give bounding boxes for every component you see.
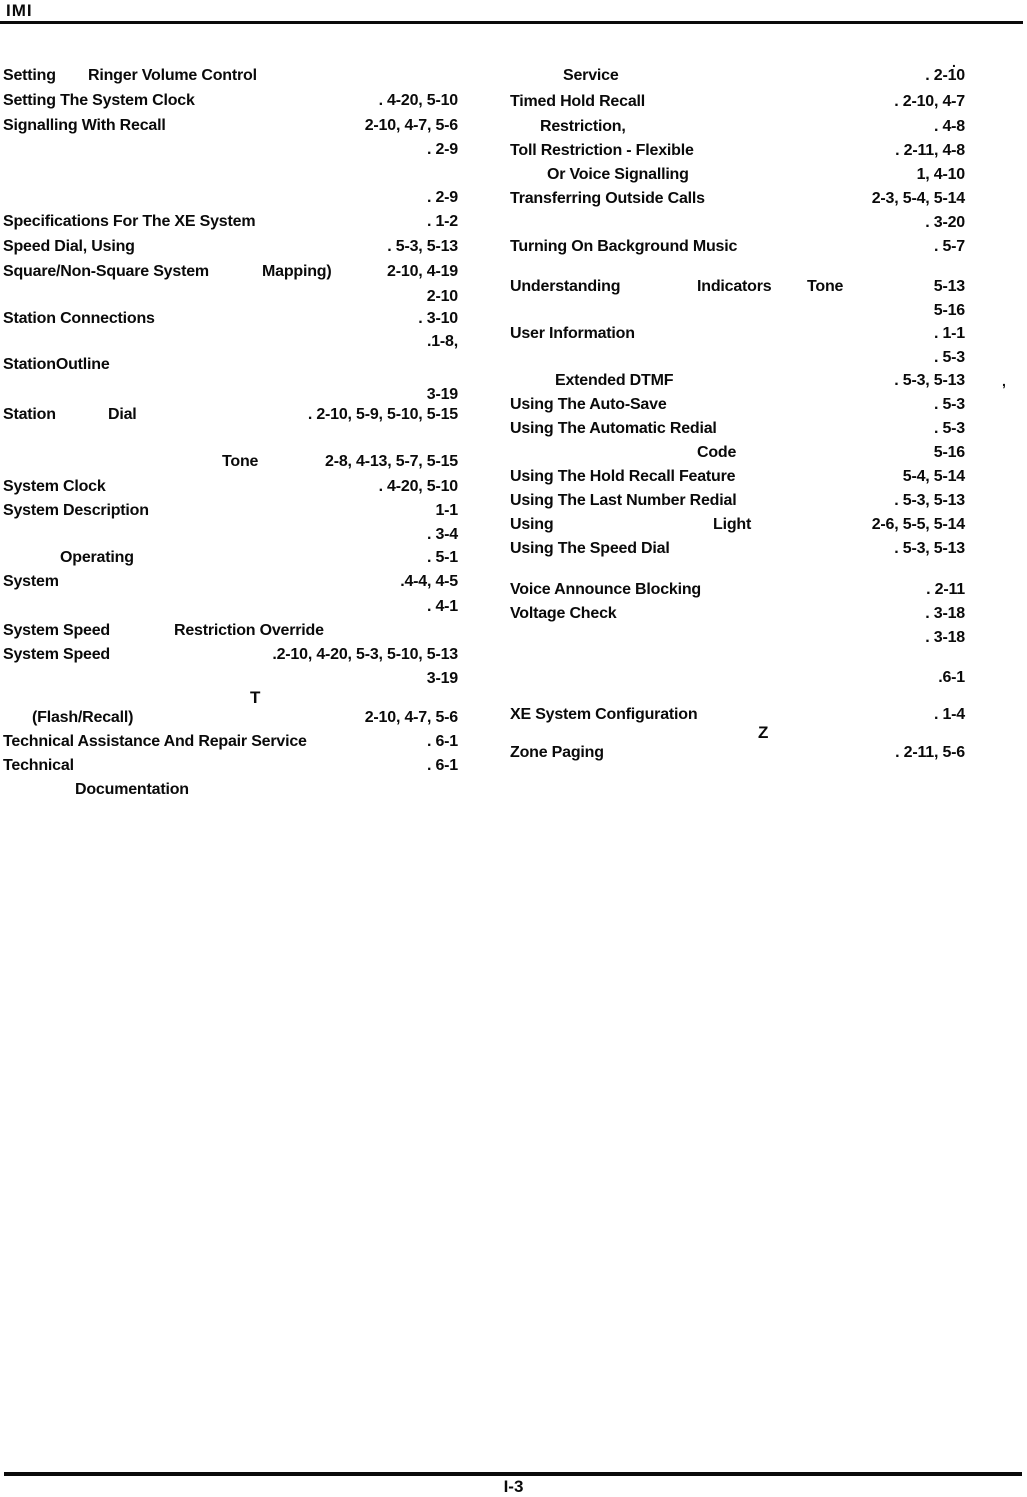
index-entry	[0, 501, 458, 520]
entry-page-numbers: .1-8,	[426, 333, 458, 350]
entry-page-numbers: . 2-10	[925, 67, 965, 84]
entry-page-numbers: 3-19	[426, 386, 458, 403]
index-entry	[0, 621, 458, 640]
entry-label: System Speed	[3, 646, 110, 663]
entry-label: Tone	[222, 453, 259, 470]
entry-page-numbers: 5-4, 5-14	[902, 468, 965, 485]
index-entry	[510, 277, 965, 296]
index-entry	[510, 66, 965, 85]
index-column-right	[510, 0, 965, 820]
entry-page-numbers: 2-10, 4-7, 5-6	[364, 117, 458, 134]
index-entry	[0, 645, 458, 664]
entry-label: Voice Announce Blocking	[510, 581, 701, 598]
entry-page-numbers: 5-16	[933, 302, 965, 319]
entry-page-numbers: . 5-3	[933, 420, 965, 437]
index-entry	[510, 371, 965, 390]
entry-page-numbers: . 4-1	[426, 598, 458, 615]
entry-page-numbers: . 1-4	[933, 706, 965, 723]
entry-page-numbers: . 3-10	[418, 310, 458, 327]
section-letter	[0, 688, 458, 707]
entry-label: XE System Configuration	[510, 706, 698, 723]
entry-page-numbers: . 2-9	[426, 141, 458, 158]
index-entry	[0, 309, 458, 328]
entry-label: Light	[713, 516, 752, 533]
entry-page-numbers: . 3-20	[925, 214, 965, 231]
entry-label: Documentation	[75, 781, 189, 798]
entry-page-numbers: 5-16	[933, 444, 965, 461]
index-entry	[510, 419, 965, 438]
entry-label: Turning On Background Music	[510, 238, 738, 255]
index-entry	[0, 525, 458, 544]
entry-page-numbers: . 6-1	[426, 733, 458, 750]
entry-page-numbers: . 2-9	[426, 189, 458, 206]
entry-page-numbers: . 4-20, 5-10	[378, 478, 458, 495]
entry-page-numbers: 1-1	[435, 502, 458, 519]
index-entry	[510, 604, 965, 623]
entry-page-numbers: .4-4, 4-5	[400, 573, 458, 590]
entry-page-numbers: . 3-18	[925, 629, 965, 646]
header-brand: IMI	[6, 1, 33, 20]
entry-label: Technical	[3, 757, 74, 774]
index-entry	[510, 628, 965, 647]
entry-label: Using The Automatic Redial	[510, 420, 717, 437]
index-entry	[510, 165, 965, 184]
entry-label: Transferring Outside Calls	[510, 190, 705, 207]
entry-page-numbers: . 1-2	[426, 213, 458, 230]
index-entry	[0, 452, 458, 471]
index-entry	[510, 213, 965, 232]
index-entry	[0, 140, 458, 159]
entry-page-numbers: . 2-10, 5-9, 5-10, 5-15	[307, 406, 458, 423]
entry-label: Restriction,	[540, 118, 626, 135]
entry-page-numbers: . 5-3	[933, 396, 965, 413]
entry-label: Voltage Check	[510, 605, 617, 622]
entry-label: Indicators	[697, 278, 772, 295]
entry-page-numbers: 5-13	[933, 278, 965, 295]
entry-label: User Information	[510, 325, 635, 342]
index-entry	[510, 743, 965, 762]
entry-page-numbers: . 1-1	[933, 325, 965, 342]
entry-page-numbers: . 4-20, 5-10	[378, 92, 458, 109]
index-entry	[510, 580, 965, 599]
entry-page-numbers: 1, 4-10	[916, 166, 965, 183]
footer-rule	[4, 1472, 1022, 1476]
entry-label: Code	[697, 444, 737, 461]
entry-page-numbers: 2-8, 4-13, 5-7, 5-15	[325, 453, 458, 470]
index-entry	[510, 141, 965, 160]
entry-page-numbers: 2-10, 4-19	[387, 263, 458, 280]
section-letter	[510, 723, 965, 742]
index-entry	[0, 477, 458, 496]
entry-page-numbers: . 2-11, 5-6	[895, 744, 965, 761]
entry-label: Mapping)	[262, 263, 332, 280]
index-entry	[0, 597, 458, 616]
index-entry	[510, 668, 965, 687]
entry-page-numbers: . 3-18	[925, 605, 965, 622]
entry-page-numbers: .2-10, 4-20, 5-3, 5-10, 5-13	[272, 646, 458, 663]
index-entry	[0, 212, 458, 231]
entry-label: Using	[510, 516, 554, 533]
index-entry	[510, 491, 965, 510]
entry-label: Or Voice Signalling	[547, 166, 689, 183]
index-entry	[0, 237, 458, 256]
index-entry	[0, 669, 458, 688]
entry-page-numbers: . 5-3	[933, 349, 965, 366]
entry-label: System Speed	[3, 622, 110, 639]
entry-label: Understanding	[510, 278, 621, 295]
entry-page-numbers: . 5-3, 5-13	[387, 238, 458, 255]
entry-label: Using The Last Number Redial	[510, 492, 737, 509]
entry-page-numbers: . 5-3, 5-13	[894, 492, 965, 509]
entry-label: Station	[3, 406, 56, 423]
index-entry	[0, 332, 458, 351]
entry-page-numbers: . 4-8	[933, 118, 965, 135]
entry-page-numbers: . 3-4	[426, 526, 458, 543]
entry-page-numbers: 2-10, 4-7, 5-6	[364, 709, 458, 726]
entry-label: Extended DTMF	[555, 372, 674, 389]
index-entry	[510, 301, 965, 320]
index-entry	[0, 91, 458, 110]
entry-label: (Flash/Recall)	[32, 709, 134, 726]
index-entry	[0, 572, 458, 591]
index-entry	[0, 756, 458, 775]
entry-page-numbers: 2-3, 5-4, 5-14	[871, 190, 965, 207]
index-entry	[510, 189, 965, 208]
entry-label: Restriction Override	[174, 622, 324, 639]
entry-page-numbers: 2-10	[426, 288, 458, 305]
entry-label: Setting	[3, 67, 56, 84]
entry-label: System	[3, 573, 59, 590]
index-entry	[510, 539, 965, 558]
index-entry	[0, 355, 458, 374]
index-entry	[510, 117, 965, 136]
entry-label: Station Connections	[3, 310, 155, 327]
index-entry	[0, 116, 458, 135]
entry-label: Timed Hold Recall	[510, 93, 646, 110]
index-entry	[0, 780, 458, 799]
entry-page-numbers: .6-1	[938, 669, 965, 686]
entry-label: StationOutline	[3, 356, 110, 373]
index-entry	[0, 405, 458, 424]
index-entry	[0, 385, 458, 404]
entry-label: Setting The System Clock	[3, 92, 195, 109]
index-entry	[0, 732, 458, 751]
entry-page-numbers: 3-19	[426, 670, 458, 687]
index-entry	[510, 705, 965, 724]
entry-label: System Description	[3, 502, 149, 519]
entry-label: Ringer Volume Control	[88, 67, 257, 84]
index-entry	[510, 515, 965, 534]
entry-label: Service	[563, 67, 619, 84]
entry-page-numbers: 2-6, 5-5, 5-14	[871, 516, 965, 533]
scan-artifact: .	[952, 54, 956, 70]
entry-page-numbers: . 6-1	[426, 757, 458, 774]
entry-page-numbers: . 5-3, 5-13	[894, 372, 965, 389]
index-entry	[510, 92, 965, 111]
index-column-left	[0, 0, 458, 820]
entry-page-numbers: . 2-10, 4-7	[894, 93, 965, 110]
index-entry	[0, 66, 458, 85]
index-entry	[510, 237, 965, 256]
entry-label: System Clock	[3, 478, 106, 495]
entry-label: Using The Speed Dial	[510, 540, 670, 557]
entry-page-numbers: . 5-3, 5-13	[894, 540, 965, 557]
entry-label: Dial	[108, 406, 137, 423]
entry-label: Technical Assistance And Repair Service	[3, 733, 307, 750]
entry-label: Using The Auto-Save	[510, 396, 667, 413]
index-entry	[510, 348, 965, 367]
entry-label: Zone Paging	[510, 744, 604, 761]
index-entry	[0, 262, 458, 281]
index-entry	[510, 324, 965, 343]
index-entry	[0, 708, 458, 727]
entry-page-numbers: . 2-11	[926, 581, 965, 598]
entry-label: Z	[758, 723, 769, 742]
entry-label: Using The Hold Recall Feature	[510, 468, 736, 485]
entry-page-numbers: . 2-11, 4-8	[895, 142, 965, 159]
entry-label: Toll Restriction - Flexible	[510, 142, 694, 159]
entry-page-numbers: . 5-7	[933, 238, 965, 255]
entry-page-numbers: . 5-1	[426, 549, 458, 566]
page-number: I-3	[503, 1477, 524, 1496]
entry-label: Signalling With Recall	[3, 117, 166, 134]
index-entry	[510, 467, 965, 486]
index-entry	[0, 188, 458, 207]
entry-label: Tone	[807, 278, 844, 295]
entry-label: Operating	[60, 549, 134, 566]
index-entry	[0, 287, 458, 306]
entry-label: Square/Non-Square System	[3, 263, 209, 280]
index-entry	[510, 395, 965, 414]
entry-label: Speed Dial, Using	[3, 238, 135, 255]
entry-label: Specifications For The XE System	[3, 213, 256, 230]
index-entry	[510, 443, 965, 462]
entry-label: T	[250, 688, 261, 707]
scan-artifact: ,	[1002, 373, 1006, 389]
index-entry	[0, 548, 458, 567]
